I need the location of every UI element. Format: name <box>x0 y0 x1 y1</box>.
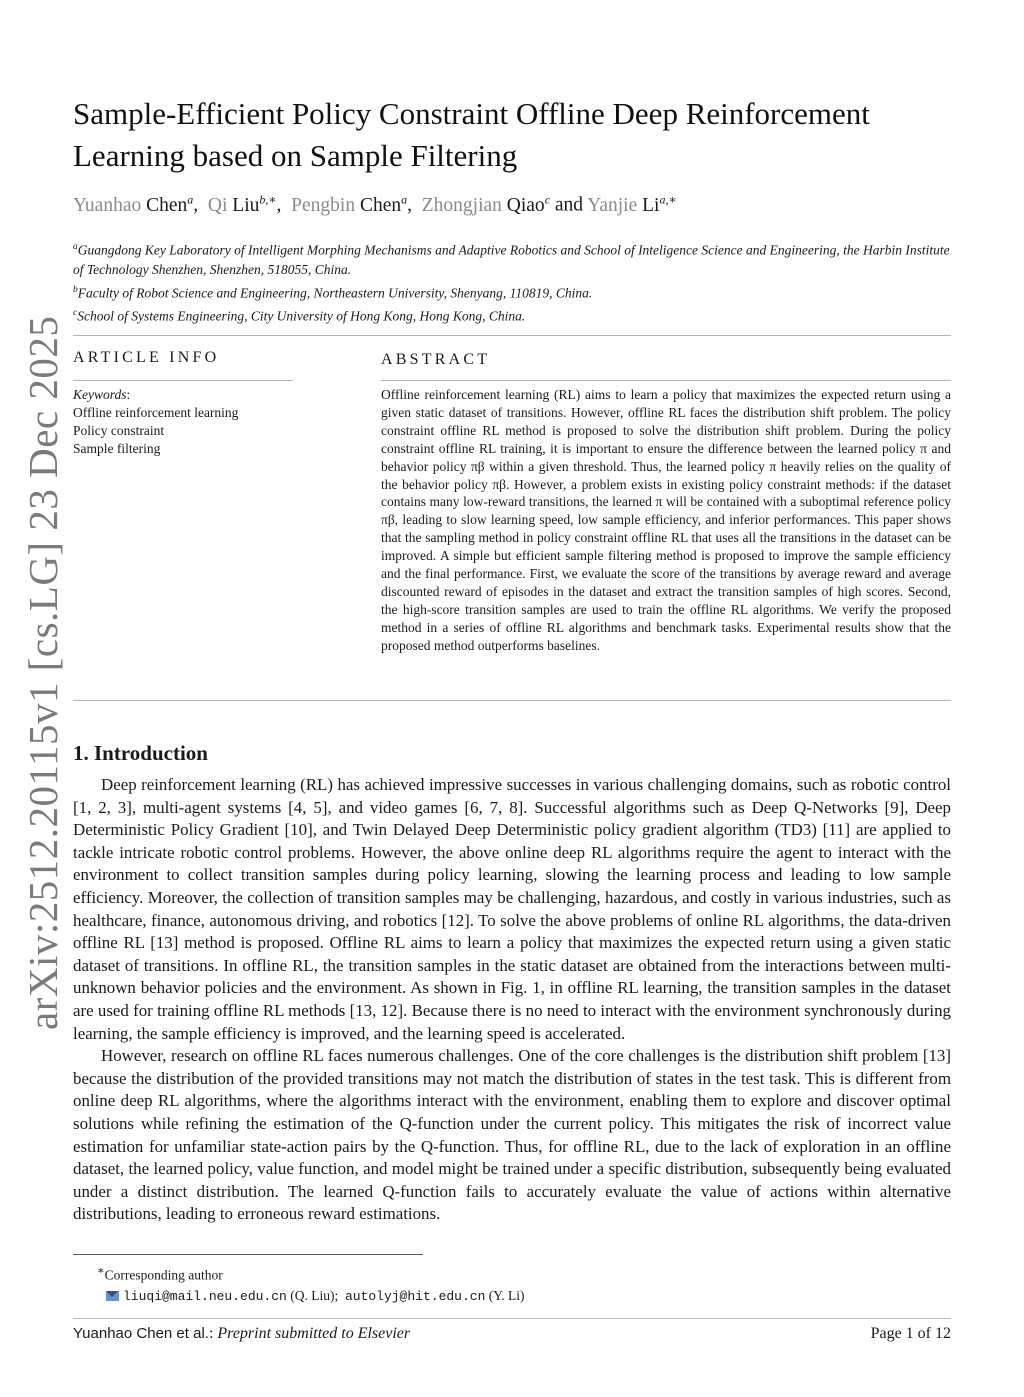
authors-and: and <box>554 194 584 216</box>
footnote-divider <box>73 1254 423 1255</box>
keywords-label: Keywords <box>73 387 127 402</box>
author: Yuanhao Chen$^a$ <box>73 192 194 216</box>
author: Qi Liu$^{b,∗}$ <box>207 192 277 216</box>
abstract-heading: ABSTRACT <box>381 351 491 368</box>
header-divider <box>73 335 951 336</box>
affiliations <box>73 238 953 328</box>
paragraph: Deep reinforcement learning (RL) has achieved impressive successes in various challenging domains, such as robotic control [1, 2, 3], multi-agent systems [4, 5], and video games [6, 7, 8]. Successful algorithms such as Deep Q-Networks [9], Deep Deterministic Policy Gradient [10], and Twin Delayed Deep Deterministic policy gradient algorithm (TD3) [11] are applied to tackle intricate robotic control problems. However, the above online deep RL algorithms require the agent to interact with the environment to collect transition samples during policy learning, slowing the learning process and leading to low sample efficiency. Moreover, the collection of transition samples may be challenging, hazardous, and costly in various industries, such as healthcare, finance, autonomous driving, and robotics [12]. To solve the above problems of online RL algorithms, the data-driven offline RL [13] method is proposed. Offline RL aims to learn a policy that maximizes the expected return using a given static dataset of transitions. In offline RL, the transition samples in the static dataset are obtained from the interactions between multi-unknown behavior policies and the environment. As shown in Fig. 1, in offline RL learning, the transition samples in the dataset are used for training offline RL methods [13, 12]. Because there is no need to interact with the environment synchronously during learning, the sample efficiency is improved, and the learning speed is accelerated. <box>73 775 951 1043</box>
author: Zhongjian Qiao$^c$ <box>421 192 551 216</box>
footnote-label: Corresponding author <box>104 1267 223 1283</box>
affiliation: $^c$School of Systems Engineering, City University of Hong Kong, Hong Kong, China. <box>73 308 526 324</box>
page-number: Page 1 of 12 <box>870 1325 951 1342</box>
affiliation: $^b$Faculty of Robot Science and Engineering, Northeastern University, Shenyang, 110819, China. <box>73 284 593 300</box>
author: Yanjie $Li^{a,∗}$ <box>587 192 677 216</box>
paper-title: Sample-Efficient Policy Constraint Offline Deep Reinforcement Learning based on Sample Filtering <box>73 96 870 173</box>
abstract-text: Offline reinforcement learning (RL) aims to learn a policy that maximizes the expected return using a given static dataset of transitions. However, offline RL faces the distribution shift problem. The policy constraint offline RL method is proposed to solve the distribution shift problem. During the policy constraint offline RL training, it is important to ensure the difference between the learned policy π and behavior policy πβ within a given threshold. Thus, the learned policy π heavily relies on the quality of the behavior policy πβ. However, a problem exists in existing policy constraint methods: if the dataset contains many low-reward transitions, the learned π will be contained with a suboptimal reference policy πβ, leading to slow learning speed, low sample efficiency, and inferior performances. This paper shows that the sampling method in policy constraint offline RL that uses all the transitions in the dataset can be improved. A simple but efficient sample filtering method is proposed to improve the sample efficiency and the final performance. First, we evaluate the score of the transitions by average reward and average discounted reward of episodes in the dataset and extract the transition samples of high scores. Second, the high-score transition samples are used to train the offline RL algorithms. We verify the proposed method in a series of offline RL algorithms and benchmark tasks. Experimental results show that the proposed method outperforms baselines. <box>381 387 951 653</box>
keyword: Policy constraint <box>73 423 165 438</box>
envelope-icon <box>106 1291 119 1301</box>
keyword: Offline reinforcement learning <box>73 405 239 420</box>
author-list: Yuanhao Chen$^a$, Qi Liu$^{b,∗}$, Pengbin Chen$^a$, Zhongjian Qiao$^c$ and Yanjie $Li^{a,∗}$ <box>73 192 677 216</box>
article-info-heading: ARTICLE INFO <box>73 349 220 366</box>
section-heading: 1. Introduction <box>73 741 208 765</box>
keywords-block: Keywords: Offline reinforcement learning Policy constraint Sample filtering <box>73 387 239 456</box>
author: Pengbin Chen$^a$ <box>291 192 408 216</box>
keyword: Sample filtering <box>73 441 161 456</box>
footer-authors: Yuanhao Chen et al. <box>73 1325 209 1342</box>
section-body <box>73 774 951 1226</box>
abstract-divider <box>381 380 951 381</box>
article-info-divider <box>73 380 293 381</box>
footnote: ∗Corresponding author liuqi@mail.neu.edu.cn (Q. Liu); autolyj@hit.edu.cn (Y. Li) <box>97 1265 525 1304</box>
abstract-end-divider <box>73 700 951 701</box>
paragraph: However, research on offline RL faces numerous challenges. One of the core challenges is the distribution shift problem [13] because the distribution of the provided transitions may not match the distribution of states in the test task. This is different from online deep RL algorithms, where the algorithms interact with the environment, enabling them to explore and discover optimal solutions while refining the estimation of the Q-function under the current policy. This mitigates the risk of incorrect value estimation for unfamiliar state-action pairs by the Q-function. Thus, for offline RL, due to the lack of exploration in an offline dataset, the learned policy, value function, and model might be trained under a specific distribution, subsequently being evaluated under a distinct distribution. The learned Q-function fails to accurately evaluate the value of actions within alternative distributions, leading to erroneous reward estimations. <box>73 1046 951 1224</box>
footer-divider <box>73 1318 951 1319</box>
arxiv-stamp: arXiv:2512.20115v1 [cs.LG] 23 Dec 2025 <box>20 315 66 1030</box>
email-link[interactable]: liuqi@mail.neu.edu.cn <box>123 1288 287 1304</box>
email-link[interactable]: autolyj@hit.edu.cn <box>344 1288 486 1304</box>
affiliation: $^a$Guangdong Key Laboratory of Intelligent Morphing Mechanisms and Adaptive Robotics and School of Inteligence Science and Engineering, the Harbin Institute of Technology Shenzhen, Shenzhen, 518055, China. <box>73 242 950 277</box>
footer-venue: Preprint submitted to Elsevier <box>217 1325 411 1342</box>
